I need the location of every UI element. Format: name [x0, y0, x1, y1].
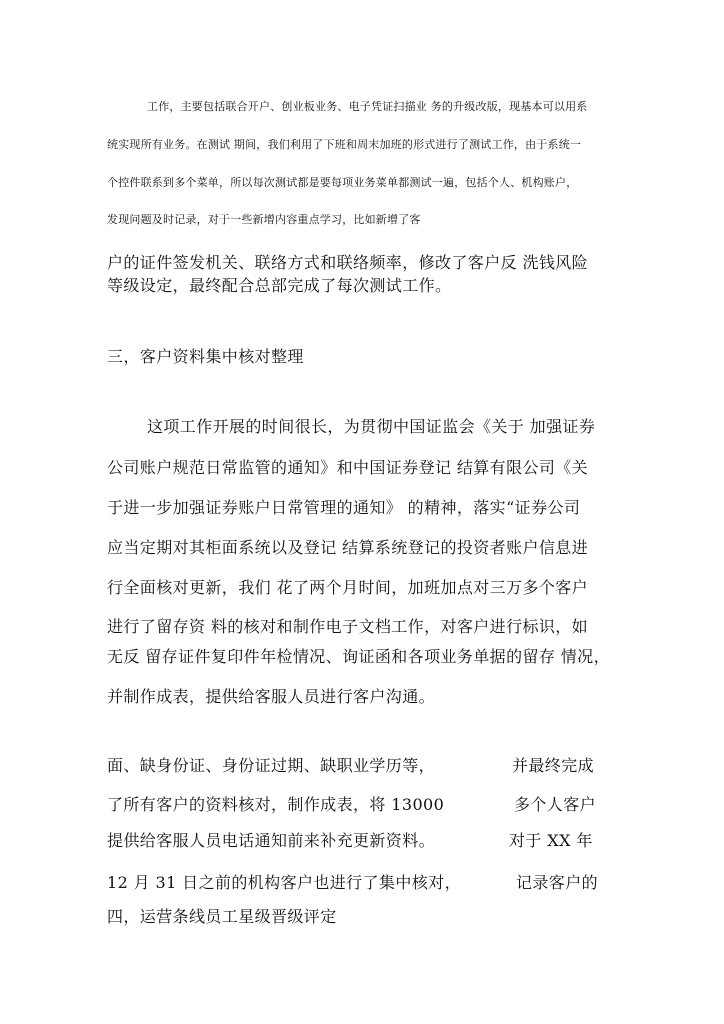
split-row-right: 并最终完成 [512, 756, 595, 775]
paragraph-line: 个控件联系到多个菜单，所以每次测试都是要每项业务菜单都测试一遍，包括个人、机构账户， [107, 176, 578, 189]
paragraph-line: 统实现所有业务。在测试 期间，我们利用了下班和周末加班的形式进行了测试工作，由于系统一 [107, 138, 582, 151]
split-row-right: 多个人客户 [514, 795, 597, 814]
split-row-left: 了所有客户的资料核对，制作成表，将 13000 [107, 795, 445, 814]
paragraph-line: 发现问题及时记录，对于一些新增内容重点学习，比如新增了客 [107, 213, 421, 226]
paragraph-line: 应当定期对其柜面系统以及登记 结算系统登记的投资者账户信息进 [107, 538, 589, 557]
paragraph-line: 于进一步加强证券账户日常管理的通知》 的精神，落实“证券公司 [107, 498, 581, 517]
paragraph-line: 进行了留存资 料的核对和制作电子文档工作，对客户进行标识，如 [107, 617, 589, 636]
split-row-left: 面、缺身份证、身份证过期、缺职业学历等， [107, 756, 436, 775]
split-row-right: 对于 XX 年 [509, 831, 593, 850]
split-row-left: 提供给客服人员电话通知前来补充更新资料。 [107, 831, 436, 850]
paragraph-line: 等级设定，最终配合总部完成了每次测试工作。 [107, 276, 452, 295]
paragraph-line: 公司账户规范日常监管的通知》和中国证券登记 结算有限公司《关 [107, 458, 589, 477]
split-row-left: 12 月 31 日之前的机构客户也进行了集中核对， [107, 873, 461, 892]
paragraph-line: 这项工作开展的时间很长，为贯彻中国证监会《关于 加强证券 [147, 417, 596, 436]
section-heading: 三，客户资料集中核对整理 [107, 347, 304, 366]
section-heading: 四，运营条线员工星级晋级评定 [107, 907, 337, 926]
split-row-right: 记录客户的 [516, 873, 599, 892]
paragraph-line: 行全面核对更新，我们 花了两个月时间，加班加点对三万多个客户 [107, 578, 589, 597]
paragraph-line: 户的证件签发机关、联络方式和联络频率，修改了客户反 洗钱风险 [107, 253, 589, 272]
paragraph-line: 并制作成表，提供给客服人员进行客户沟通。 [107, 687, 436, 706]
paragraph-line: 无反 留存证件复印件年检情况、询证函和各项业务单据的留存 情况， [107, 647, 610, 666]
paragraph-line: 工作，主要包括联合开户、创业板业务、电子凭证扫描业 务的升级改版，现基本可以用系 [147, 100, 588, 113]
